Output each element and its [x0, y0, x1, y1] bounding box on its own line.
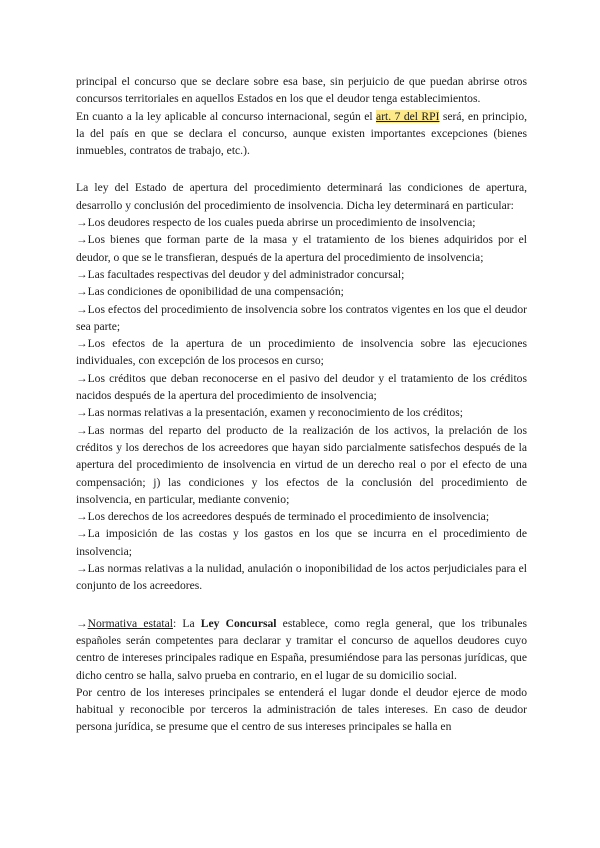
list-item: →Los deudores respecto de los cuales pueda abrirse un procedimiento de insolvencia; — [76, 216, 476, 230]
list-item: →Los efectos de la apertura de un procedimiento de insolvencia sobre las ejecuciones individuales, con excepción de los procesos en curso; — [76, 337, 527, 368]
list-item: →Los créditos que deban reconocerse en el pasivo del deudor y el tratamiento de los créditos nacidos después de la apertura del procedimiento de insolvencia; — [76, 371, 527, 403]
article-link[interactable]: art. 7 del RPI — [376, 109, 440, 123]
document-body — [76, 73, 527, 736]
paragraph-spacer — [76, 595, 527, 615]
list-item: →Las condiciones de oponibilidad de una compensación; — [76, 285, 344, 299]
paragraph-ley-estado-apertura: La ley del Estado de apertura del procedimiento determinará las condiciones de apertura, desarrollo y conclusión del procedimiento de insolvencia. Dicha ley determinará en particular: — [76, 181, 527, 212]
list-item: →La imposición de las costas y los gastos en los que se incurra en el procedimiento de insolvencia; — [76, 527, 527, 558]
list-item: →Las normas relativas a la nulidad, anulación o inoponibilidad de los actos perjudiciales para el conjunto de los acreedores. — [76, 562, 527, 593]
list-item: →Los bienes que forman parte de la masa y el tratamiento de los bienes adquiridos por el deudor, o que se le transfieran, después de la apertura del procedimiento de insolvencia; — [76, 233, 527, 264]
arrow-prefix: → — [76, 616, 88, 630]
paragraph-spacer — [76, 159, 527, 179]
normativa-estatal-colon: : La — [172, 616, 201, 630]
paragraph-normativa-estatal — [76, 615, 527, 684]
paragraph-ley-aplicable — [76, 108, 527, 160]
paragraph-ley-aplicable-text-b: será, en principio, la del país en que se declara el concurso, aunque existen importantes excepciones (bienes inmuebles, contratos de trabajo, etc.). — [76, 109, 528, 158]
list-item: →Las normas relativas a la presentación, examen y reconocimiento de los créditos; — [76, 406, 463, 420]
normativa-estatal-label: Normativa estatal — [87, 616, 173, 630]
paragraph-ley-aplicable-text-a: En cuanto a la ley aplicable al concurso internacional, según el — [76, 109, 377, 123]
paragraph-centro-intereses: Por centro de los intereses principales se entenderá el lugar donde el deudor ejerce de modo habitual y reconocible por terceros la administración de tales intereses. En caso de deudor persona jurídica, se presume que el centro de sus intereses principales se halla en — [76, 685, 527, 734]
determinations-list — [76, 214, 527, 595]
list-item: →Las facultades respectivas del deudor y del administrador concursal; — [76, 267, 405, 281]
paragraph-concurso-territorial: principal el concurso que se declare sobre esa base, sin perjuicio de que puedan abrirse otros concursos territoriales en aquellos Estados en los que el deudor tenga establecimientos. — [76, 75, 527, 106]
ley-concursal-term: Ley Concursal — [200, 616, 277, 630]
list-item: →Las normas del reparto del producto de la realización de los activos, la prelación de los créditos y los derechos de los acreedores que hayan sido parcialmente satisfechos después de la apertura del procedimiento de insolvencia en virtud de un derecho real o por el efecto de una compensación; j) las condiciones y los efectos de la conclusión del procedimiento de insolvencia, en particular, mediante convenio; — [76, 423, 527, 506]
list-item: →Los efectos del procedimiento de insolvencia sobre los contratos vigentes en los que el deudor sea parte; — [76, 302, 527, 333]
list-item: →Los derechos de los acreedores después de terminado el procedimiento de insolvencia; — [76, 510, 490, 524]
normativa-estatal-text: establece, como regla general, que los tribunales españoles serán competentes para declarar y tramitar el concurso de aquellos deudores cuyo centro de intereses principales radique en España, presumiéndose para las personas jurídicas, que dicho centro se halla, salvo prueba en contrario, en el lugar de su domicilio social. — [76, 616, 527, 682]
